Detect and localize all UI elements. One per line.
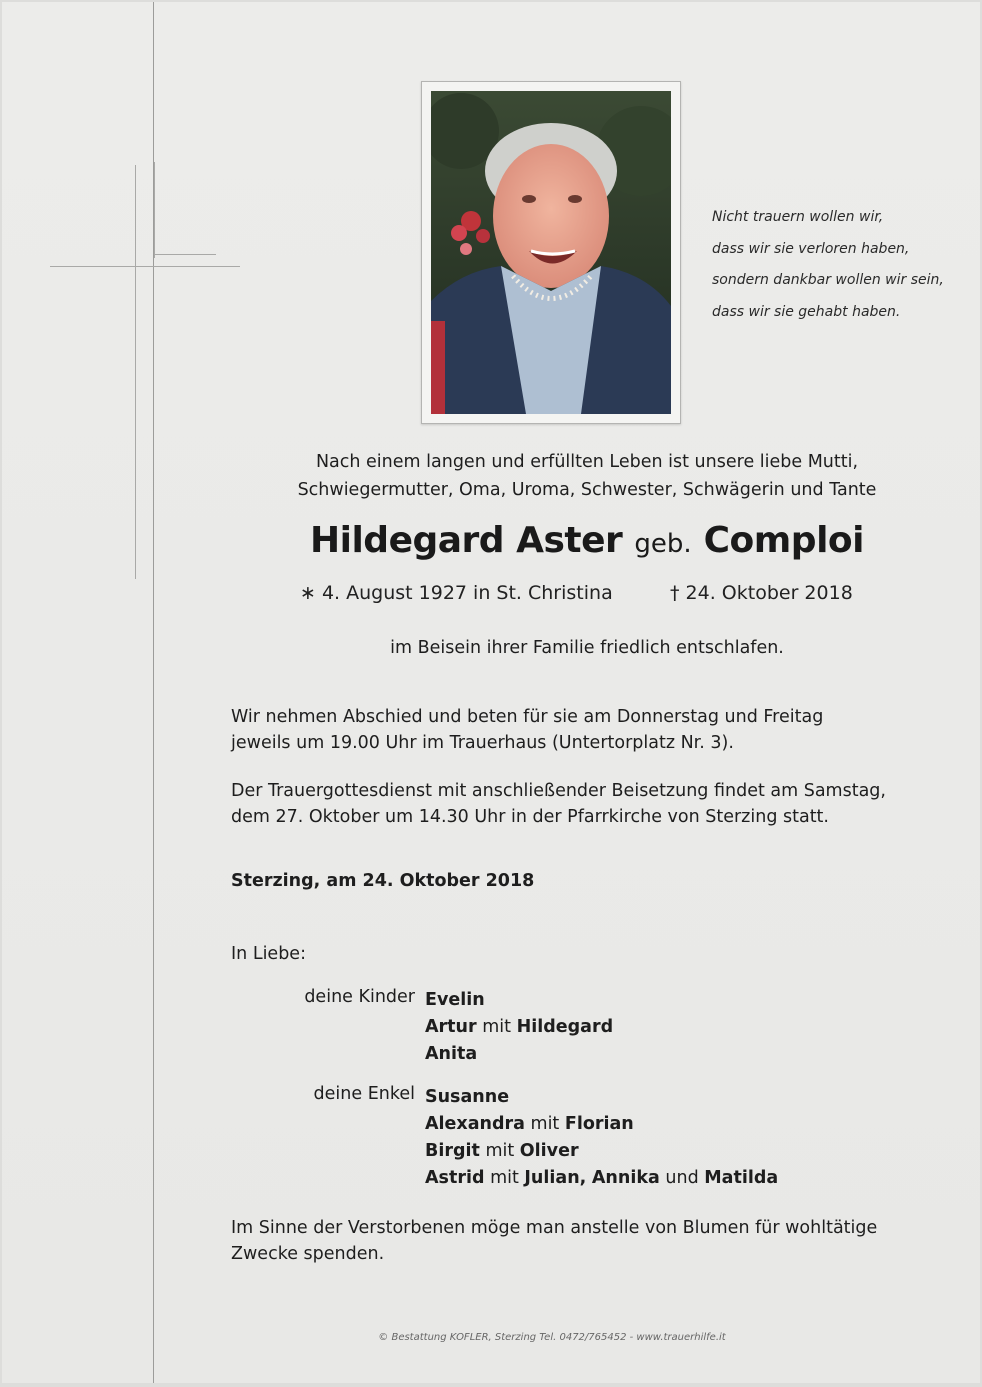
list-item	[425, 1084, 778, 1111]
cross-vertical-accent	[154, 162, 155, 258]
with-word: mit	[530, 1114, 560, 1134]
deceased-maiden-name: Comploi	[703, 520, 864, 561]
grandchild-name: Susanne	[425, 1087, 510, 1107]
partner-name: Hildegard	[516, 1017, 614, 1037]
intro-text	[232, 448, 942, 504]
intro-line: Schwiegermutter, Oma, Uroma, Schwester, Schwägerin und Tante	[297, 480, 877, 500]
paragraph-line: dem 27. Oktober um 14.30 Uhr in der Pfarrkirche von Sterzing statt.	[231, 807, 829, 827]
paragraph-line: Im Sinne der Verstorbenen möge man anstelle von Blumen für wohltätige	[231, 1218, 878, 1238]
list-item	[425, 1138, 778, 1165]
death-date: † 24. Oktober 2018	[670, 582, 853, 604]
grandchild-name: Alexandra	[425, 1114, 525, 1134]
with-word: mit	[490, 1168, 519, 1188]
list-item	[425, 1014, 613, 1041]
prayer-paragraph	[231, 704, 951, 756]
paragraph-line: Wir nehmen Abschied und beten für sie am Donnerstag und Freitag	[231, 707, 824, 727]
child-name: Artur	[425, 1017, 477, 1037]
poem	[712, 202, 972, 328]
deceased-first-name: Hildegard Aster	[309, 520, 623, 561]
cross-horizontal-bar	[50, 266, 240, 267]
great-grandchild-name: Annika	[591, 1168, 660, 1188]
poem-line: dass wir sie gehabt haben.	[712, 303, 901, 320]
grandchild-name: Birgit	[425, 1141, 480, 1161]
with-word: mit	[485, 1141, 515, 1161]
paragraph-line: Zwecke spenden.	[231, 1244, 385, 1264]
deceased-name	[232, 520, 942, 561]
portrait-frame	[421, 81, 681, 424]
children-list	[425, 987, 613, 1068]
obituary-page	[2, 2, 980, 1383]
in-liebe: In Liebe:	[231, 944, 306, 964]
portrait-illustration	[431, 91, 671, 414]
poem-line: sondern dankbar wollen wir sein,	[712, 272, 944, 288]
poem-line: dass wir sie verloren haben,	[712, 240, 910, 257]
donation-paragraph	[231, 1215, 951, 1267]
poem-line: Nicht trauern wollen wir,	[712, 209, 884, 225]
footer-credit: © Bestattung KOFLER, Sterzing Tel. 0472/765452 - www.trauerhilfe.it	[378, 1332, 726, 1343]
child-name: Evelin	[425, 990, 485, 1010]
grandchildren-label: deine Enkel	[313, 1084, 415, 1104]
list-item	[425, 1041, 613, 1068]
great-grandchild-name: Julian,	[524, 1168, 587, 1188]
list-item	[425, 1111, 778, 1138]
portrait-photo	[431, 91, 671, 414]
list-item	[425, 1165, 778, 1192]
birth-name-marker: geb.	[634, 529, 692, 559]
funeral-paragraph	[231, 778, 951, 830]
sleep-line: im Beisein ihrer Familie friedlich entschlafen.	[390, 638, 784, 658]
cross-horizontal-accent	[154, 254, 216, 255]
partner-name: Oliver	[519, 1141, 579, 1161]
grandchildren-list	[425, 1084, 778, 1192]
children-label: deine Kinder	[304, 987, 415, 1007]
intro-line: Nach einem langen und erfüllten Leben ist unsere liebe Mutti,	[315, 452, 859, 472]
list-item	[425, 987, 613, 1014]
birth-date: ∗ 4. August 1927 in St. Christina	[300, 582, 613, 604]
cross-vertical-bar	[135, 165, 136, 579]
grandchild-name: Astrid	[425, 1168, 485, 1188]
child-name: Anita	[425, 1044, 478, 1064]
paragraph-line: jeweils um 19.00 Uhr im Trauerhaus (Untertorplatz Nr. 3).	[231, 733, 734, 753]
with-word: mit	[482, 1017, 511, 1037]
partner-name: Florian	[564, 1114, 634, 1134]
paragraph-line: Der Trauergottesdienst mit anschließender Beisetzung findet am Samstag,	[231, 781, 886, 801]
great-grandchild-name: Matilda	[704, 1168, 779, 1188]
place-date: Sterzing, am 24. Oktober 2018	[231, 871, 535, 891]
and-word: und	[665, 1168, 699, 1188]
